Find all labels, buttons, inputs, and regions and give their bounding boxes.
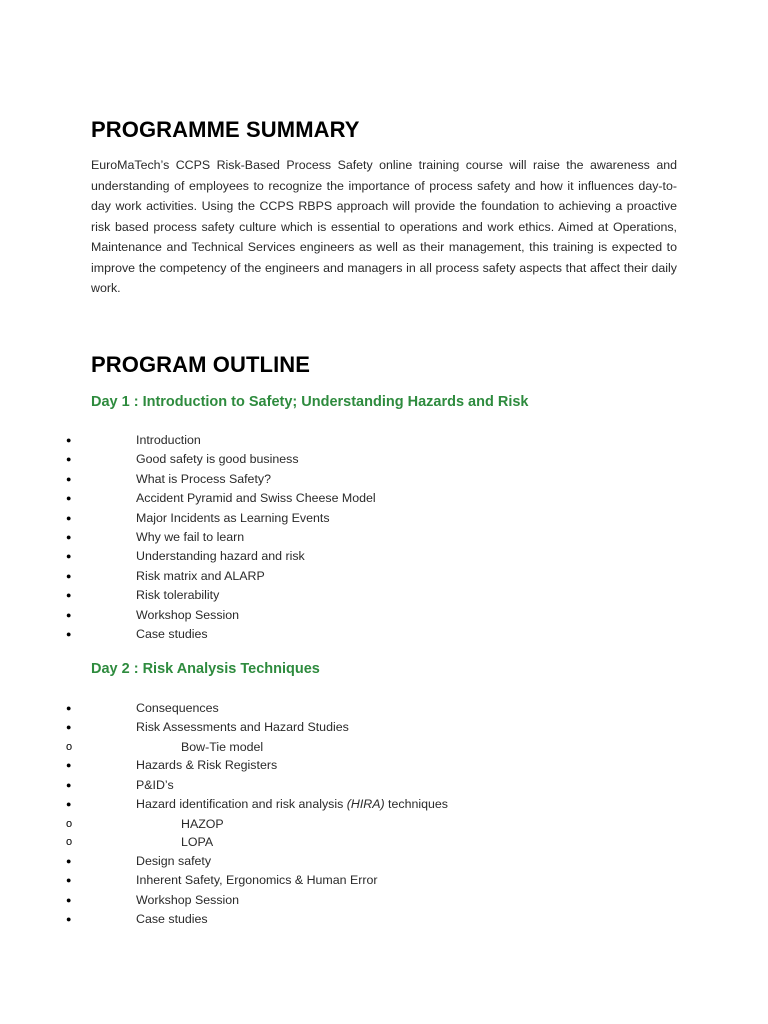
list-item-text: Introduction [136,433,201,447]
bullet-icon: ● [66,590,72,601]
sub-list-item-text: HAZOP [181,816,224,831]
bullet-icon: ● [66,722,72,733]
list-item-text: Consequences [136,701,219,715]
bullet-icon: ● [66,454,72,465]
list-item [0,606,768,625]
list-item-text: Risk matrix and ALARP [136,568,265,583]
list-item-text: Why we fail to learn [136,529,245,544]
list-item-text: What is Process Safety? [136,471,271,486]
circle-bullet-icon: o [66,817,73,830]
list-item [0,509,768,528]
circle-bullet-icon: o [66,740,73,753]
list-item-text: Risk Assessments and Hazard Studies [136,720,349,735]
bullet-icon: ● [66,570,72,581]
list-item-text: Accident Pyramid and Swiss Cheese Model [136,491,376,506]
bullet-icon: ● [66,799,72,810]
list-item [0,776,768,795]
list-item [0,699,768,718]
list-item-text: Understanding hazard and risk [136,549,305,564]
day1-heading: Day 1 : Introduction to Safety; Understanding Hazards and Risk [91,394,529,410]
list-item [0,871,768,890]
list-item [0,431,768,450]
hira-acronym: (HIRA) [346,797,385,812]
day2-topic-list [0,699,768,929]
list-item-text: Hazards & Risk Registers [136,758,278,773]
list-item [0,489,768,508]
list-item-text: Workshop Session [136,892,240,907]
bullet-icon: ● [66,760,72,771]
bullet-icon: ● [66,913,72,924]
list-item [0,625,768,644]
day2-heading: Day 2 : Risk Analysis Techniques [91,661,320,677]
list-item [0,450,768,469]
bullet-icon: ● [66,531,72,542]
bullet-icon: ● [66,855,72,866]
programme-summary-title: PROGRAMME SUMMARY [91,117,360,142]
list-item-text [136,795,448,814]
list-item-text: Good safety is good business [136,452,299,467]
bullet-icon: ● [66,512,72,523]
sub-list-item-text: LOPA [181,835,214,850]
sub-list-item [0,738,768,757]
sub-list-item-text: Bow-Tie model [181,739,264,754]
day1-topic-list [0,431,768,644]
circle-bullet-icon: o [66,836,73,849]
sub-list-item [0,833,768,852]
bullet-icon: ● [66,609,72,620]
bullet-icon: ● [66,551,72,562]
bullet-icon: ● [66,435,72,445]
list-item-text: Inherent Safety, Ergonomics & Human Error [136,873,378,888]
list-item-text: Major Incidents as Learning Events [136,510,330,525]
list-item [0,852,768,871]
list-item [0,718,768,737]
list-item [0,528,768,547]
programme-summary-paragraph: EuroMaTech’s CCPS Risk-Based Process Safety online training course will raise the awareness and understanding of employees to recognize the importance of process safety and how it influences day-to-day work activities. Using the CCPS RBPS approach will provide the foundation to achieving a proactive risk based process safety culture which is essential to operations and work ethics. Aimed at Operations, Maintenance and Technical Services engineers as well as their management, this training is expected to improve the competency of the engineers and managers in all process safety aspects that affect their daily work. [91,158,677,295]
bullet-icon: ● [66,628,72,639]
list-item-text: Case studies [136,626,208,641]
list-item [0,891,768,910]
list-item [0,586,768,605]
bullet-icon: ● [66,493,72,504]
list-item [0,470,768,489]
list-item [0,795,768,814]
list-item [0,567,768,586]
list-item-text: Design safety [136,853,212,868]
bullet-icon: ● [66,779,72,790]
hira-text-after: techniques [384,797,448,812]
list-item-text: Workshop Session [136,607,240,622]
bullet-icon: ● [66,875,72,886]
list-item [0,910,768,929]
bullet-icon: ● [66,473,72,484]
hira-text-before: Hazard identification and risk analysis [136,797,347,812]
bullet-icon: ● [66,703,72,713]
list-item-text: Risk tolerability [136,588,220,603]
list-item [0,756,768,775]
sub-list-item [0,815,768,834]
list-item-text: Case studies [136,911,208,926]
bullet-icon: ● [66,894,72,905]
program-outline-title: PROGRAM OUTLINE [91,352,311,377]
list-item [0,547,768,566]
list-item-text: P&ID’s [136,777,174,792]
